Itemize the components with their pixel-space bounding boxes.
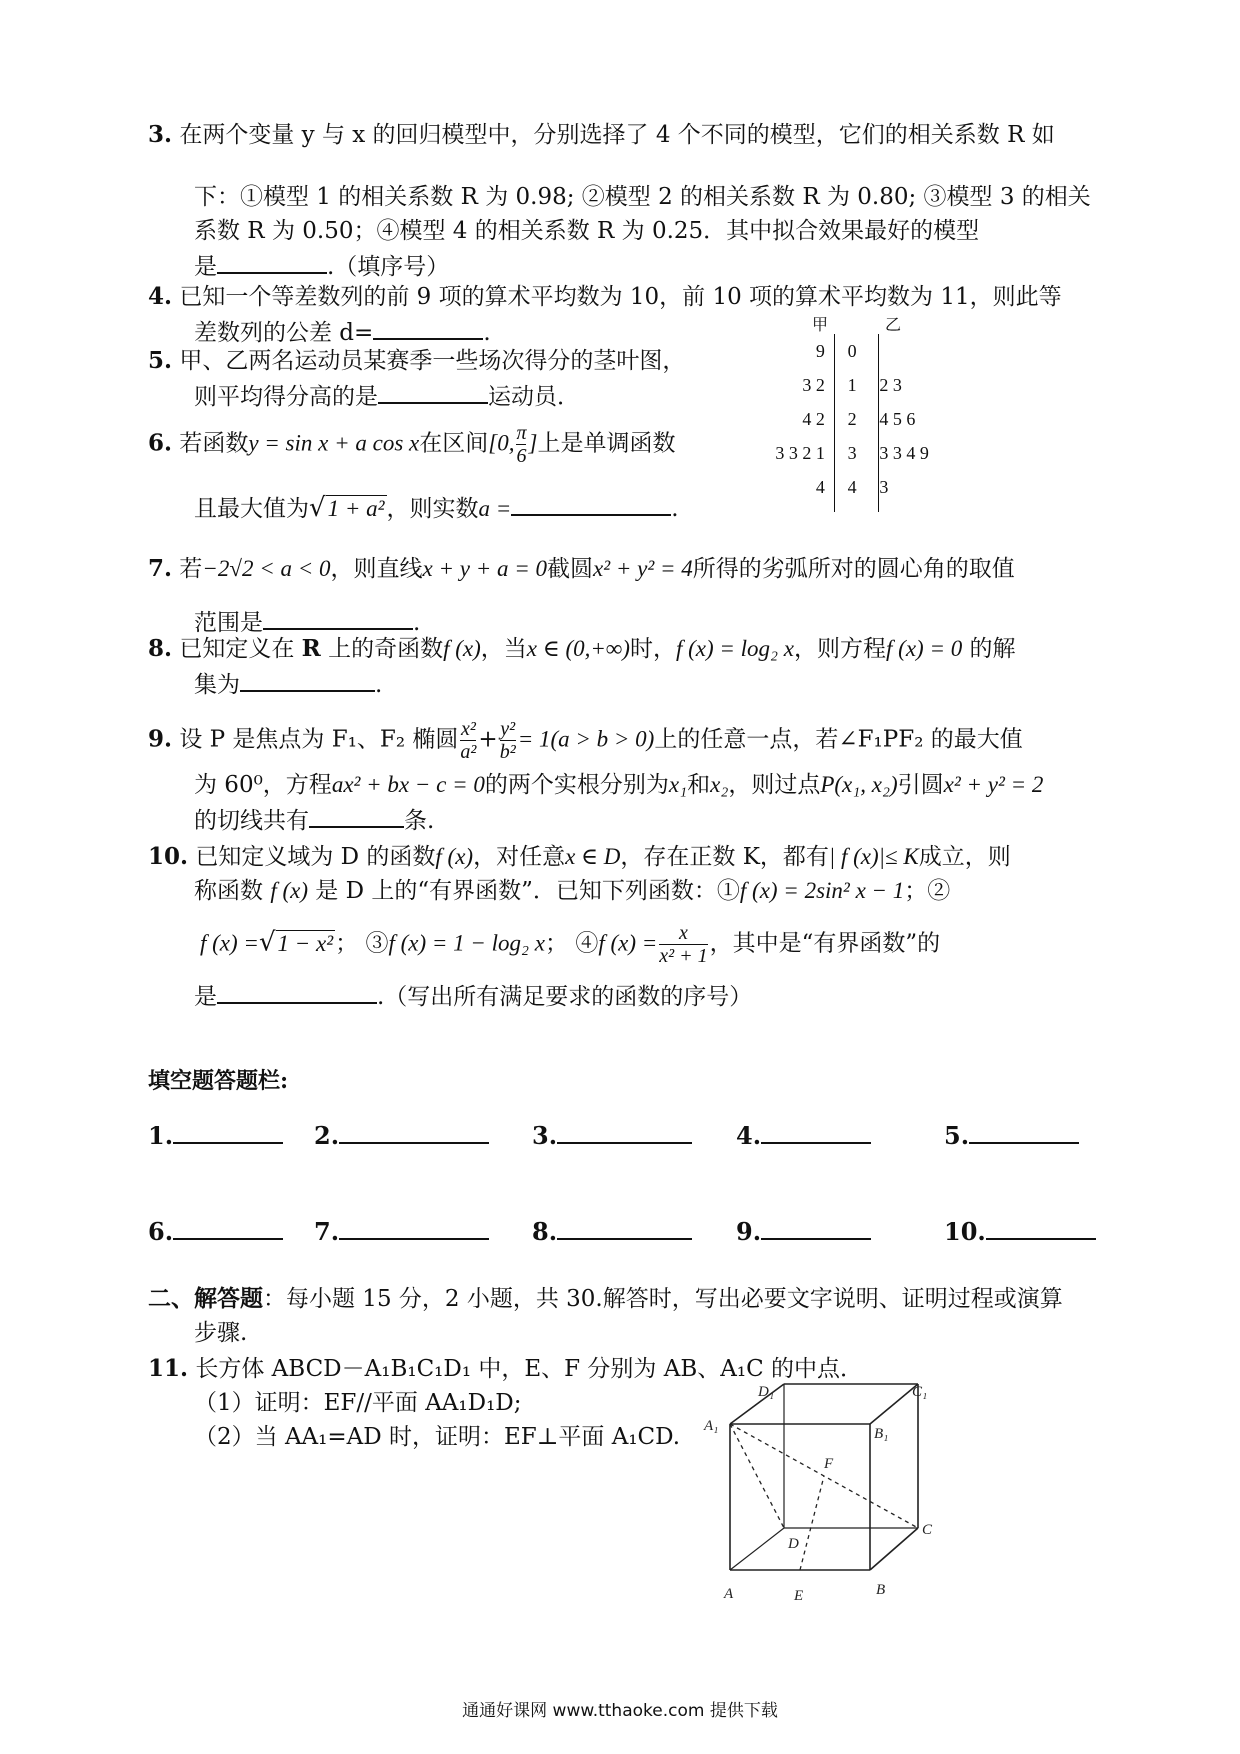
numerator: π <box>516 422 527 444</box>
math-expression: [0, <box>488 430 515 456</box>
answer-row-1 <box>148 1116 1128 1152</box>
math-expression: f (x) = log₂ x <box>675 636 795 661</box>
question-text: 上是单调函数 <box>537 430 676 457</box>
question-7 <box>148 552 1128 586</box>
vertex-label: E <box>794 1588 804 1604</box>
left-leaves: 9 <box>815 340 825 361</box>
math-expression: R <box>301 635 321 662</box>
stem: 0 <box>847 340 857 361</box>
question-text: . <box>413 610 421 636</box>
edge <box>870 1384 918 1424</box>
question-text: 是 D 上的“有界函数”．已知下列函数：① <box>315 878 740 904</box>
question-text: .（填序号） <box>327 254 450 280</box>
answer-label: 1. <box>148 1121 174 1150</box>
right-leaves: 3 <box>879 476 889 497</box>
right-leaves: 2 3 <box>879 374 902 395</box>
question-text: ，则实数 <box>386 496 479 522</box>
math-expression: f (x) <box>435 844 474 869</box>
math-expression: | f (x)|≤ K <box>828 844 919 869</box>
answer-label: 10. <box>944 1217 986 1246</box>
edge <box>730 1384 784 1424</box>
question-text: 则平均得分高的是 <box>194 384 378 410</box>
math-expression: f (x) <box>270 878 308 903</box>
math-expression: ax² + bx − c = 0 <box>331 772 485 797</box>
answer-label: 4. <box>736 1121 762 1150</box>
question-6-line2 <box>194 490 754 526</box>
question-text: ，则方程 <box>794 636 887 662</box>
answer-line[interactable] <box>173 1116 283 1144</box>
question-text: 所得的劣弧所对的圆心角的取值 <box>692 556 1015 582</box>
page-footer: 通通好课网 www.tthaoke.com 提供下载 <box>462 1701 778 1721</box>
question-number: 3. <box>148 121 173 148</box>
answer-blank[interactable] <box>373 314 483 340</box>
question-text: 的两个实根分别为 <box>484 772 669 798</box>
question-text: 设 P 是焦点为 F₁、F₂ 椭圆 <box>179 726 459 753</box>
question-text: 已知定义在 <box>179 636 295 662</box>
answer-line[interactable] <box>761 1212 871 1240</box>
math-expression: x + y + a = 0 <box>422 556 547 581</box>
question-text: . <box>375 672 383 698</box>
question-11 <box>148 1352 1128 1454</box>
question-text: 引圆 <box>897 772 944 798</box>
stem: 2 <box>847 408 857 429</box>
question-text: ； ③ <box>335 930 389 957</box>
question-3-line2 <box>194 180 1124 284</box>
question-3 <box>148 118 1108 152</box>
question-text: 上的奇函数 <box>328 636 444 662</box>
stem-leaf-plot <box>760 312 980 504</box>
math-expression: x² + y² = 4 <box>593 556 693 581</box>
math-expression: x ∈ D <box>565 844 621 869</box>
question-text: 和 <box>687 772 711 798</box>
stem-row <box>760 368 980 402</box>
math-expression: f (x) = <box>598 930 658 956</box>
math-expression: −2√2 < a < 0 <box>202 556 331 581</box>
denominator: b² <box>499 741 516 763</box>
answer-blank[interactable] <box>378 378 488 404</box>
stem-row <box>760 402 980 436</box>
question-text: 运动员． <box>488 384 580 410</box>
question-text: 下：①模型 1 的相关系数 R 为 0.98; ②模型 2 的相关系数 R 为 0.80; ③模型 3 的相关 <box>194 184 1091 210</box>
cuboid-figure <box>700 1380 940 1620</box>
section-text: ：每小题 15 分，2 小题，共 30.解答时，写出必要文字说明、证明过程或演算 <box>263 1286 1063 1312</box>
math-expression: a = <box>478 496 512 521</box>
stem-row <box>760 436 980 470</box>
vertex-label: D₁ <box>758 1384 775 1400</box>
left-leaves: 4 2 <box>802 408 825 429</box>
question-text: ，其中是“有界函数”的 <box>709 930 941 957</box>
question-number: 6. <box>148 429 173 457</box>
question-text: 的切线共有 <box>194 808 309 834</box>
question-text: 在两个变量 y 与 x 的回归模型中，分别选择了 4 个不同的模型，它们的相关系数 R 如 <box>179 122 1055 148</box>
stem-divider-right <box>878 334 879 512</box>
vertex-label: C₁ <box>912 1384 928 1400</box>
answer-line[interactable] <box>986 1212 1096 1240</box>
numerator: x <box>679 922 688 944</box>
denominator: x² + 1 <box>659 945 708 967</box>
math-expression: f (x) <box>443 636 481 661</box>
dashed-segment <box>800 1476 824 1570</box>
question-text: 在区间 <box>419 430 489 457</box>
stem: 3 <box>847 442 857 463</box>
question-text: .（写出所有满足要求的函数的序号） <box>377 984 753 1010</box>
fraction <box>516 422 526 467</box>
right-leaves: 4 5 6 <box>879 408 916 429</box>
question-text: ，当 <box>480 636 527 662</box>
question-10-line3 <box>200 922 1130 967</box>
question-6 <box>148 422 768 467</box>
fraction <box>659 922 707 967</box>
math-expression: x² + y² = 2 <box>943 772 1044 797</box>
vertex-label: A <box>724 1586 734 1602</box>
section-heading: 二、解答题 <box>148 1285 263 1312</box>
question-number: 4. <box>148 283 173 310</box>
section-text: 步骤. <box>194 1320 248 1346</box>
question-text: 称函数 <box>194 878 263 904</box>
math-expression: y = sin x + a cos x <box>248 430 420 456</box>
question-text: ；② <box>904 878 951 904</box>
question-text: . <box>483 320 491 346</box>
question-text: 长方体 ABCD－A₁B₁C₁D₁ 中，E、F 分别为 AB、A₁C 的中点． <box>195 1356 863 1382</box>
answer-line[interactable] <box>339 1116 489 1144</box>
question-number: 7. <box>148 555 173 582</box>
math-expression: f (x) = 0 <box>886 636 963 661</box>
answer-label: 5. <box>944 1121 970 1150</box>
question-5 <box>148 344 748 414</box>
question-number: 11. <box>148 1355 189 1382</box>
question-text: ，则直线 <box>330 556 423 582</box>
vertex-label: B₁ <box>874 1426 889 1442</box>
right-leaves: 3 3 4 9 <box>879 442 929 463</box>
question-text: 且最大值为 <box>194 496 309 522</box>
question-text: 的解 <box>969 636 1016 662</box>
answer-line[interactable] <box>761 1116 871 1144</box>
answer-line[interactable] <box>969 1116 1079 1144</box>
question-8 <box>148 632 1128 702</box>
fraction <box>500 718 516 763</box>
question-9 <box>148 718 1138 763</box>
math-expression: 1 − x² <box>277 930 334 956</box>
answer-label: 3. <box>532 1121 558 1150</box>
question-text: 系数 R 为 0.50；④模型 4 的相关系数 R 为 0.25．其中拟合效果最好的模型 <box>194 218 980 244</box>
question-number: 10. <box>148 843 189 870</box>
left-leaves: 4 <box>815 476 825 497</box>
question-text: 差数列的公差 d= <box>194 320 374 346</box>
answer-blank[interactable] <box>217 978 377 1004</box>
left-leaves: 3 3 2 1 <box>775 442 825 463</box>
question-number: 9. <box>148 725 173 753</box>
fraction <box>460 718 476 763</box>
answer-line[interactable] <box>557 1116 692 1144</box>
answer-blank[interactable] <box>511 490 671 516</box>
math-expression: 1 + a² <box>327 496 385 521</box>
question-text: 范围是 <box>194 610 263 636</box>
dashed-segment <box>730 1424 784 1528</box>
answer-line[interactable] <box>173 1212 283 1240</box>
question-text: ，存在正数 K，都有 <box>620 844 829 870</box>
question-text: 已知定义域为 D 的函数 <box>195 844 436 870</box>
question-text: ，对任意 <box>473 844 566 870</box>
question-text: . <box>671 496 679 522</box>
part2-heading <box>148 1282 1128 1350</box>
stem-divider-left <box>834 334 835 512</box>
question-text: 是 <box>194 984 217 1010</box>
answer-label: 2. <box>314 1121 340 1150</box>
question-text: 若函数 <box>179 430 249 457</box>
answer-label: 7. <box>314 1217 340 1246</box>
answer-label: 6. <box>148 1217 174 1246</box>
answer-blank[interactable] <box>263 604 413 630</box>
math-expression: + <box>478 726 498 753</box>
answer-line[interactable] <box>339 1212 489 1240</box>
stem-leaf-header: 乙 <box>885 315 902 334</box>
vertex-label: A₁ <box>704 1418 719 1434</box>
question-text: 是 <box>194 254 217 280</box>
answer-section-title: 填空题答题栏: <box>148 1068 289 1094</box>
sqrt-sign: √ <box>309 493 326 523</box>
question-text: ； ④ <box>545 930 599 957</box>
left-leaves: 3 2 <box>802 374 825 395</box>
question-10 <box>148 840 1128 908</box>
math-expression: ] <box>528 430 538 456</box>
answer-blank[interactable] <box>309 802 404 828</box>
answer-line[interactable] <box>557 1212 692 1240</box>
question-text: 已知一个等差数列的前 9 项的算术平均数为 10，前 10 项的算术平均数为 11，则此等 <box>179 284 1062 310</box>
hidden-edge <box>730 1528 784 1570</box>
answer-blank[interactable] <box>240 666 375 692</box>
math-expression: x ∈ (0,+∞) <box>526 636 630 661</box>
answer-label: 9. <box>736 1217 762 1246</box>
question-9-line2 <box>194 768 1134 838</box>
stem-row <box>760 470 980 504</box>
vertex-label: C <box>922 1522 933 1538</box>
numerator: y² <box>500 718 516 740</box>
math-expression: f (x) = 2sin² x − 1 <box>739 878 905 903</box>
question-subpart: （1）证明：EF//平面 AA₁D₁D; <box>194 1390 522 1416</box>
question-text: 上的任意一点，若∠F₁PF₂ 的最大值 <box>654 726 1023 753</box>
question-text: 时， <box>629 636 676 662</box>
denominator: 6 <box>516 445 527 467</box>
stem-row <box>760 334 980 368</box>
math-expression: x₂ <box>710 772 729 797</box>
answer-label: 8. <box>532 1217 558 1246</box>
question-text: 甲、乙两名运动员某赛季一些场次得分的茎叶图， <box>179 348 686 374</box>
right-leaves <box>873 334 980 368</box>
question-number: 5. <box>148 347 173 374</box>
question-text: 为 60⁰，方程 <box>194 772 332 798</box>
stem-leaf-table <box>760 334 980 504</box>
vertex-label: F <box>824 1456 834 1472</box>
vertex-label: B <box>876 1582 886 1598</box>
vertex-label: D <box>788 1536 799 1552</box>
question-subpart: （2）当 AA₁=AD 时，证明：EF⊥平面 A₁CD. <box>194 1424 681 1450</box>
math-expression: f (x) = <box>200 930 259 956</box>
sqrt-sign: √ <box>258 927 276 958</box>
math-expression: = 1(a > b > 0) <box>517 726 655 752</box>
math-expression: P(x₁, x₂) <box>820 772 898 797</box>
question-text: 条. <box>404 808 435 834</box>
question-text: 若 <box>179 556 203 582</box>
stem: 1 <box>847 374 857 395</box>
math-expression: x₁ <box>668 772 688 797</box>
question-text: 成立，则 <box>918 844 1011 870</box>
question-text: 集为 <box>194 672 240 698</box>
edge <box>870 1528 918 1570</box>
question-10-line4 <box>194 978 752 1014</box>
question-text: ，则过点 <box>728 772 821 798</box>
math-expression: f (x) = 1 − log₂ x <box>388 930 546 956</box>
answer-blank[interactable] <box>217 248 327 274</box>
question-text: 截圆 <box>547 556 593 582</box>
stem: 4 <box>847 476 857 497</box>
numerator: x² <box>460 718 476 740</box>
stem-leaf-header: 甲 <box>812 315 829 334</box>
question-number: 8. <box>148 635 173 662</box>
answer-row-2 <box>148 1212 1128 1248</box>
denominator: a² <box>460 741 477 763</box>
